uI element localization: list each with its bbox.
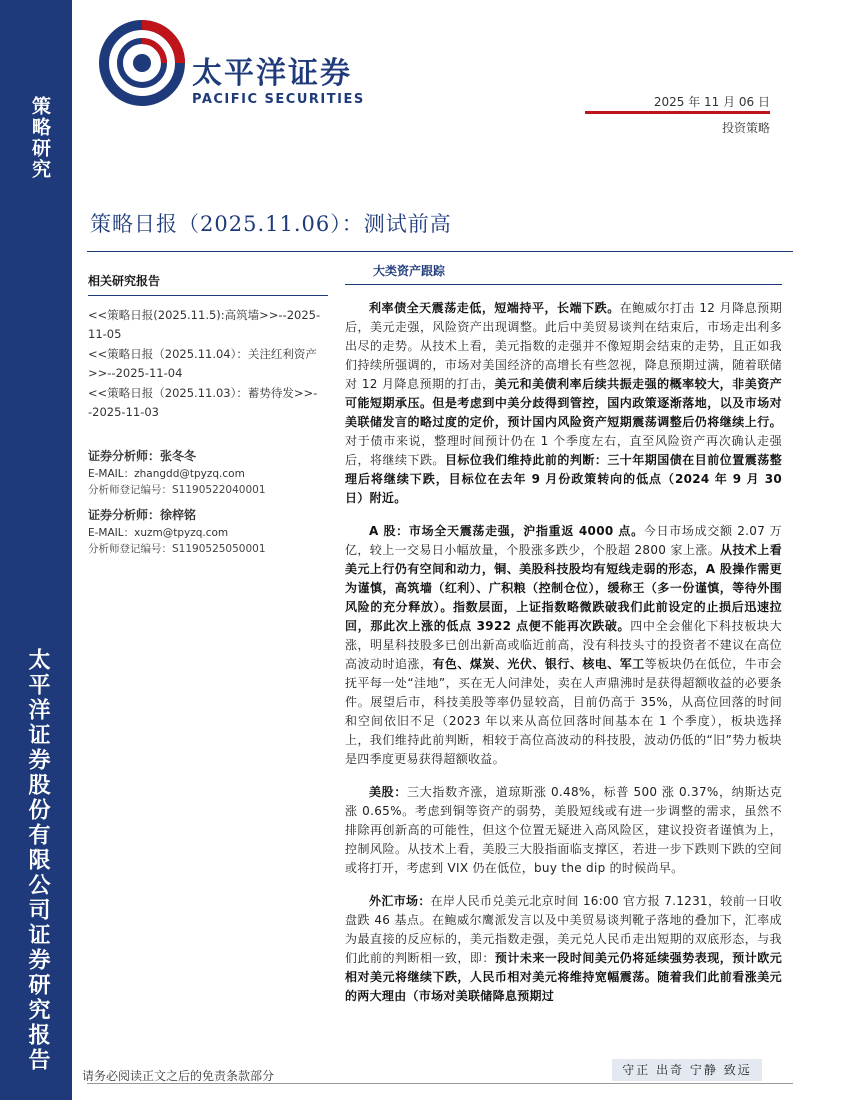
left-column [88, 272, 328, 557]
related-report-link[interactable]: <<策略日报(2025.11.5):高筑墙>>--2025-11-05 [88, 308, 321, 341]
report-title: 策略日报（2025.11.06）：测试前高 [90, 212, 452, 236]
analyst-name: 证券分析师：张冬冬 [88, 449, 197, 463]
related-reports-heading: 相关研究报告 [88, 272, 328, 296]
related-report-link[interactable]: <<策略日报（2025.11.04）：关注红利资产>>--2025-11-04 [88, 347, 317, 380]
analyst-email[interactable]: E-MAIL：xuzm@tpyzq.com [88, 527, 229, 539]
title-divider [87, 251, 793, 252]
footer-divider [87, 1083, 793, 1084]
company-logo-icon [98, 20, 186, 106]
footer-disclaimer: 请务必阅读正文之后的免责条款部分 [82, 1069, 275, 1083]
report-date: 2025 年 11 月 06 日 [653, 95, 770, 109]
a-share-paragraph: A 股：市场全天震荡走强，沪指重返 4000 点。今日市场成交额 2.07 万亿，较上一交易日小幅放量，个股涨多跌少，个股超 2800 家上涨。从技术上看美元上行仍有空间和动力，铜、美股科技股均有短线走弱的形态，A 股操作需更为谨慎，高筑墙（红利）、广积粮（控制仓位），缓称王（多一份谨慎，等待外围风险的充分释放）。指数层面，上证指数略微跌破我们此前设定的止损后迅速拉回，那此次上涨的低点 3922 点便不能再次跌破。四中全会催化下科技板块大涨，明星科技股多已创出新高或临近前高，没有科技头寸的投资者不建议在高位高波动时追涨，有色、煤炭、光伏、银行、核电、军工等板块仍在低位，牛市会抚平每一处“洼地”，买在无人问津处，卖在人声鼎沸时是获得超额收益的必要条件。展望后市，科技美股等率仍显较高，目前仍高于 35%，从高位回落的时间和空间依旧不足（2023 年以来从高位回落时间基本在 1 个季度），板块选择上，我们维持此前判断，相较于高位高波动的科技股，波动仍低的“旧”势力板块是四季度更易获得超额收益。 [345, 524, 782, 766]
report-type: 投资策略 [721, 121, 770, 135]
related-report-link[interactable]: <<策略日报（2025.11.03）：蓄势待发>>--2025-11-03 [88, 386, 318, 419]
brand-name-cn: 太平洋证券 [192, 56, 352, 91]
section-heading: 大类资产跟踪 [345, 262, 782, 285]
analyst-registration: 分析师登记编号：S1190522040001 [88, 484, 266, 496]
sidebar-top-label: 策略研究 [29, 96, 51, 180]
sidebar-bottom-label: 太平洋证券股份有限公司证券研究报告 [25, 648, 51, 1073]
us-stock-paragraph: 美股：三大指数齐涨，道琼斯涨 0.48%，标普 500 涨 0.37%，纳斯达克涨 0.65%。考虑到铜等资产的弱势，美股短线或有进一步调整的需求，虽然不排除再创新高的可能性，但这个位置无疑进入高风险区，建议投资者谨慎为上，控制风险。从技术上看，美股三大股指面临支撑区，若进一步下跌则下跌的空间或将打开，考虑到 VIX 仍在低位，buy the dip 的时候尚早。 [345, 785, 782, 875]
brand-name-en: PACIFIC SECURITIES [192, 92, 365, 107]
footer-motto: 守正 出奇 宁静 致远 [612, 1059, 762, 1081]
analyst-email[interactable]: E-MAIL：zhangdd@tpyzq.com [88, 468, 245, 480]
bond-paragraph: 利率债全天震荡走低，短端持平，长端下跌。在鲍威尔打击 12 月降息预期后，美元走强，风险资产出现调整。此后中美贸易谈判在结束后，市场走出利多出尽的走势。从技术上看，美元指数的走强并不像短期会结束的走势，且正如我们持续所强调的，市场对美国经济的高增长有些忽视，降息预期过满，随着联储对 12 月降息预期的打击，美元和美债利率后续共振走强的概率较大，非美资产可能短期承压。但是考虑到中美分歧得到管控，国内政策逐渐落地，以及市场对美联储发言的略过度的定价，预计国内风险资产短期震荡调整后仍将继续上行。对于债市来说，整理时间预计仍在 1 个季度左右，直至风险资产再次确认走强后，将继续下跌。目标位我们维持此前的判断：三十年期国债在目前位置震荡整理后将继续下跌，目标位在去年 9 月份政策转向的低点（2024 年 9 月 30 日）附近。 [345, 301, 782, 505]
sidebar-bottom [0, 290, 72, 1100]
date-divider [585, 111, 770, 114]
fx-paragraph: 外汇市场：在岸人民币兑美元北京时间 16:00 官方报 7.1231，较前一日收盘跌 46 基点。在鲍威尔鹰派发言以及中美贸易谈判靴子落地的叠加下，汇率成为最直接的反应标的，美元指数走强，美元兑人民币走出短期的双底形态，与我们此前的判断相一致，即：预计未来一段时间美元仍将延续强势表现，预计欧元相对美元将继续下跌，人民币相对美元将维持宽幅震荡。随着我们此前看涨美元的两大理由（市场对美联储降息预期过 [345, 894, 782, 1003]
main-column [345, 262, 782, 1020]
sidebar-top [0, 0, 72, 290]
analyst-registration: 分析师登记编号：S1190525050001 [88, 543, 266, 555]
analyst-name: 证券分析师：徐梓铭 [88, 508, 197, 522]
